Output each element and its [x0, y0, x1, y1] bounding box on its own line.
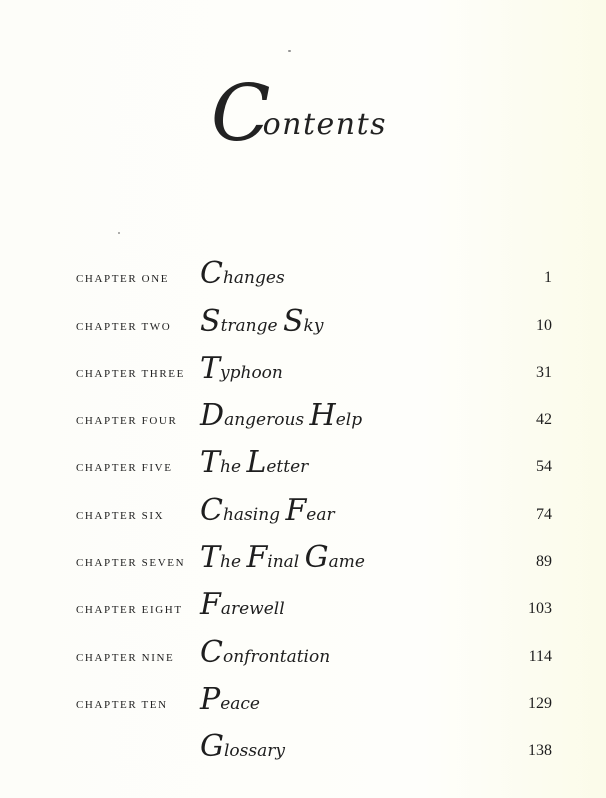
chapter-title-text: ear: [306, 504, 335, 525]
toc-entry: [76, 295, 552, 342]
chapter-number: CHAPTER FIVE: [76, 462, 173, 475]
chapter-title-text: inal: [267, 552, 305, 573]
toc-entry: [76, 579, 552, 626]
title-initial: C: [210, 69, 271, 159]
page-number: 89: [536, 553, 552, 571]
chapter-title-text: he: [220, 457, 247, 478]
chapter-number: CHAPTER ONE: [76, 273, 170, 286]
chapter-title: [200, 681, 260, 717]
chapter-title-text: ky: [303, 315, 324, 336]
chapter-title-text: lossary: [223, 741, 285, 762]
toc-entry: [76, 626, 552, 673]
toc-entry: [76, 484, 552, 531]
chapter-title-initial: F: [285, 492, 307, 528]
page-number: 129: [528, 694, 552, 712]
chapter-title-initial: G: [200, 729, 224, 765]
chapter-title-initial: S: [200, 303, 221, 339]
toc-entry: [76, 437, 552, 484]
chapter-title-initial: T: [200, 350, 221, 386]
chapter-title-initial: S: [282, 303, 304, 339]
chapter-title: [200, 492, 335, 528]
page-number: 138: [528, 742, 552, 760]
chapter-title-initial: P: [200, 681, 221, 717]
page-number: 114: [528, 647, 552, 665]
page-number: 31: [536, 363, 552, 381]
page-number: 54: [536, 458, 552, 476]
table-of-contents: [76, 248, 552, 768]
chapter-title-text: eace: [220, 693, 260, 714]
page-number: 1: [544, 269, 552, 287]
chapter-title: [200, 634, 331, 670]
chapter-title-text: he: [220, 552, 247, 573]
chapter-title: [200, 445, 309, 481]
page-number: 103: [528, 600, 552, 618]
chapter-title-initial: F: [200, 587, 221, 623]
chapter-title-initial: F: [246, 540, 268, 576]
toc-entry: [76, 532, 552, 579]
chapter-title: [200, 303, 324, 339]
page-number: 74: [536, 505, 552, 523]
chapter-title-text: yphoon: [220, 362, 283, 383]
chapter-title-text: onfrontation: [222, 646, 331, 667]
chapter-title-initial: L: [246, 445, 267, 481]
chapter-title-text: trange: [220, 315, 283, 336]
toc-entry: [76, 674, 552, 721]
page-number: 42: [536, 411, 552, 429]
chapter-number: CHAPTER SEVEN: [76, 557, 186, 570]
page-title: [0, 68, 606, 158]
chapter-title-initial: H: [309, 398, 336, 434]
chapter-title-initial: G: [304, 540, 329, 576]
chapter-number: CHAPTER THREE: [76, 367, 185, 380]
chapter-number: CHAPTER NINE: [76, 651, 175, 664]
chapter-title-initial: T: [200, 445, 221, 481]
ink-speck: [288, 50, 291, 52]
chapter-title-text: elp: [335, 410, 363, 431]
title-rest: ontents: [262, 107, 388, 142]
chapter-title-text: hanges: [222, 268, 285, 289]
chapter-title-initial: T: [200, 540, 221, 576]
chapter-title-text: angerous: [224, 410, 310, 431]
page-number: 10: [536, 316, 552, 334]
chapter-title-initial: C: [200, 634, 223, 670]
chapter-title-initial: C: [200, 256, 223, 292]
toc-entry: [76, 343, 552, 390]
chapter-title: [200, 398, 363, 434]
toc-entry: [76, 721, 552, 768]
chapter-title: [200, 729, 285, 765]
chapter-title-initial: C: [200, 492, 223, 528]
chapter-title: [200, 350, 283, 386]
chapter-title-text: hasing: [222, 504, 286, 525]
chapter-title-initial: D: [200, 398, 225, 434]
chapter-number: CHAPTER SIX: [76, 509, 165, 522]
chapter-title: [200, 540, 365, 576]
chapter-number: CHAPTER FOUR: [76, 415, 178, 428]
chapter-title-text: arewell: [220, 599, 285, 620]
ink-speck: [118, 232, 120, 234]
chapter-title-text: etter: [266, 457, 309, 478]
chapter-number: CHAPTER TEN: [76, 698, 168, 711]
chapter-number: CHAPTER TWO: [76, 320, 172, 333]
chapter-title: [200, 587, 285, 623]
chapter-number: CHAPTER EIGHT: [76, 604, 183, 617]
chapter-title: [200, 256, 285, 292]
chapter-title-text: ame: [328, 552, 365, 573]
toc-entry: [76, 248, 552, 295]
toc-entry: [76, 390, 552, 437]
